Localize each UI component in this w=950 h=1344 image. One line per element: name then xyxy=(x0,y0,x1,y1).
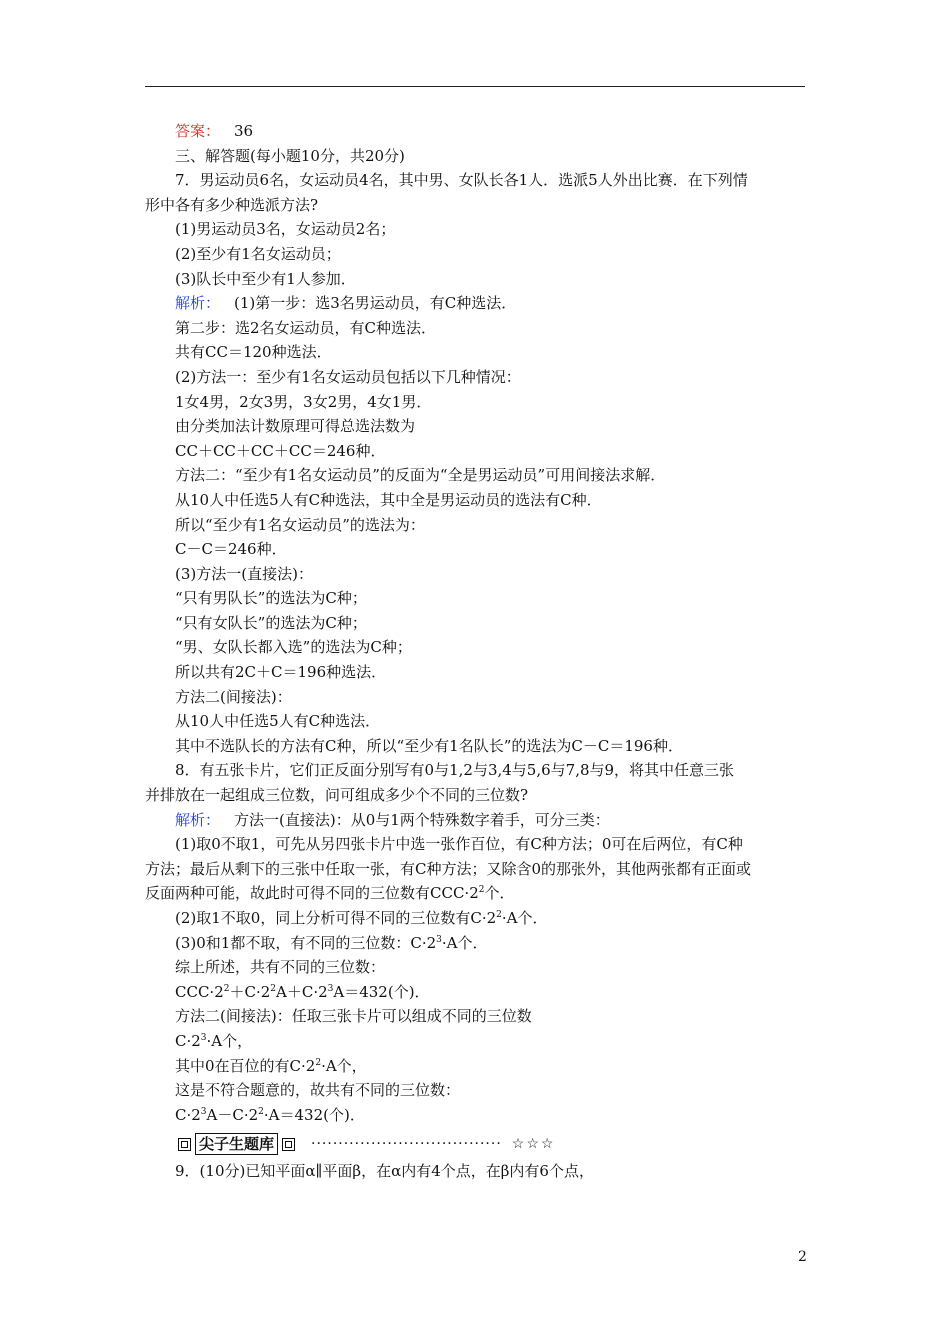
banner-title: 尖子生题库 xyxy=(195,1133,278,1155)
line-text: 综上所述，共有不同的三位数： xyxy=(175,958,386,977)
line-text: (2)取1不取0，同上分析可得不同的三位数有$C\cdot 2^2\cdot A$个． xyxy=(175,909,548,927)
line-text: 共有CC＝120种选法． xyxy=(175,343,332,362)
answer-value: 36 xyxy=(234,122,254,140)
answer-line xyxy=(145,119,810,144)
text-line xyxy=(145,660,810,685)
line-text: 其中不选队长的方法有C种，所以“至少有1名队长”的选法为C－C＝196种． xyxy=(175,736,683,755)
line-text: “只有女队长”的选法为C种； xyxy=(175,613,367,632)
text-line xyxy=(145,758,810,783)
text-line xyxy=(145,783,810,808)
line-text: 从10人中任选5人有C种选法． xyxy=(175,712,381,731)
text-line xyxy=(145,1029,810,1054)
text-line xyxy=(145,562,810,587)
line-text: 这是不符合题意的，故共有不同的三位数： xyxy=(175,1081,461,1100)
line-text: “只有男队长”的选法为C种； xyxy=(175,589,367,608)
line-text: (3)队长中至少有1人参加． xyxy=(175,269,356,288)
line-text: CC＋CC＋CC＋CC＝246种． xyxy=(175,441,386,460)
line-text: “男、女队长都入选”的选法为C种； xyxy=(175,638,412,657)
text-line xyxy=(145,906,810,931)
line-text: (2)方法一：至少有1名女运动员包括以下几种情况： xyxy=(175,367,521,386)
text-line xyxy=(145,414,810,439)
line-text: (3)方法一(直接法)： xyxy=(175,564,313,583)
line-text: 所以“至少有1名女运动员”的选法为： xyxy=(175,515,425,534)
line-text: (2)至少有1名女运动员； xyxy=(175,244,341,263)
text-line xyxy=(145,857,810,882)
line-text: 1女4男，2女3男，3女2男，4女1男． xyxy=(175,392,432,411)
line-text: 并排放在一起组成三位数，问可组成多少个不同的三位数? xyxy=(145,786,529,805)
text-line xyxy=(145,193,810,218)
text-line xyxy=(145,1078,810,1103)
line-text: (3)0和1都不取，有不同的三位数：$C\cdot 2^3\cdot A$个． xyxy=(175,933,488,952)
page-number: 2 xyxy=(798,1249,807,1265)
line-text: 方法一(直接法)：从0与1两个特殊数字着手，可分三类： xyxy=(234,810,610,829)
line-text: 其中0在百位的有$C\cdot 2^2\cdot A$个， xyxy=(175,1056,367,1075)
text-line xyxy=(145,316,810,341)
text-line xyxy=(145,955,810,980)
text-line xyxy=(145,267,810,292)
text-line xyxy=(145,537,810,562)
line-text: 8．有五张卡片，它们正反面分别写有0与1,2与3,4与5,6与7,8与9，将其中任意三张 xyxy=(175,761,735,780)
line-text: 所以共有2C＋C＝196种选法． xyxy=(175,663,387,682)
text-line xyxy=(145,365,810,390)
text-line xyxy=(145,217,810,242)
banner-dots: ··································· xyxy=(311,1136,502,1153)
text-line xyxy=(145,390,810,415)
line-text: 方法二(间接法)：任取三张卡片可以组成不同的三位数 xyxy=(175,1007,532,1026)
line-text: $CCC\cdot 2^2+C\cdot 2^2A+C\cdot 2^3A=432$(个)． xyxy=(175,982,430,1001)
text-line xyxy=(145,611,810,636)
text-line xyxy=(145,832,810,857)
question-9: 9．(10分)已知平面α∥平面β，在α内有4个点，在β内有6个点， xyxy=(175,1162,594,1181)
text-line xyxy=(145,808,810,833)
text-line xyxy=(145,734,810,759)
line-text: C－C＝246种． xyxy=(175,540,287,559)
analysis-label: 解析： xyxy=(175,294,221,313)
analysis-label: 解析： xyxy=(175,810,221,829)
text-line xyxy=(145,439,810,464)
banner-box-icon-right xyxy=(282,1138,295,1151)
line-text: (1)取0不取1，可先从另四张卡片中选一张作百位，有C种方法；0可在后两位，有C种 xyxy=(175,835,743,854)
text-line xyxy=(145,931,810,956)
text-line xyxy=(145,685,810,710)
line-text: 从10人中任选5人有C种选法，其中全是男运动员的选法有C种． xyxy=(175,490,602,509)
text-line xyxy=(145,881,810,906)
banner-box-icon-left xyxy=(178,1138,191,1151)
line-text: 形中各有多少种选派方法? xyxy=(145,195,319,214)
section-banner xyxy=(145,1129,810,1159)
line-text: 第二步：选2名女运动员，有C种选法． xyxy=(175,318,437,337)
text-line xyxy=(145,709,810,734)
line-text: (1)男运动员3名，女运动员2名； xyxy=(175,220,396,239)
text-line xyxy=(145,980,810,1005)
line-text: 7．男运动员6名，女运动员4名，其中男、女队长各1人．选派5人外出比赛．在下列情 xyxy=(175,171,748,190)
line-text: 方法二(间接法)： xyxy=(175,687,292,706)
line-text: 反面两种可能，故此时可得不同的三位数有$CCC\cdot 2^2$个． xyxy=(145,884,515,903)
text-line xyxy=(145,635,810,660)
text-line xyxy=(145,513,810,538)
text-line xyxy=(145,168,810,193)
text-line xyxy=(145,463,810,488)
text-line xyxy=(145,488,810,513)
difficulty-stars: ☆☆☆ xyxy=(511,1136,556,1153)
line-text: (1)第一步：选3名男运动员，有C种选法． xyxy=(234,294,517,313)
line-text: $C\cdot 2^3\cdot A$个， xyxy=(175,1031,253,1050)
document-body xyxy=(145,119,810,1184)
line-text: 方法；最后从剩下的三张中任取一张，有C种方法；又除含0的那张外，其他两张都有正面或 xyxy=(145,859,752,878)
line-text: 方法二：“至少有1名女运动员”的反面为“全是男运动员”可用间接法求解． xyxy=(175,466,666,485)
solution-lines xyxy=(145,144,810,1128)
answer-label: 答案： xyxy=(175,122,221,140)
text-line xyxy=(145,1103,810,1128)
text-line xyxy=(145,1054,810,1079)
header-rule xyxy=(145,86,805,87)
line-text: $C\cdot 2^3A-C\cdot 2^2\cdot A=432$(个)． xyxy=(175,1105,365,1124)
line-text: 由分类加法计数原理可得总选法数为 xyxy=(175,417,416,436)
text-line xyxy=(145,340,810,365)
line-text: 三、解答题(每小题10分，共20分) xyxy=(175,146,405,165)
text-line xyxy=(145,586,810,611)
text-line xyxy=(145,144,810,169)
text-line xyxy=(145,291,810,316)
text-line xyxy=(145,1004,810,1029)
text-line xyxy=(145,242,810,267)
